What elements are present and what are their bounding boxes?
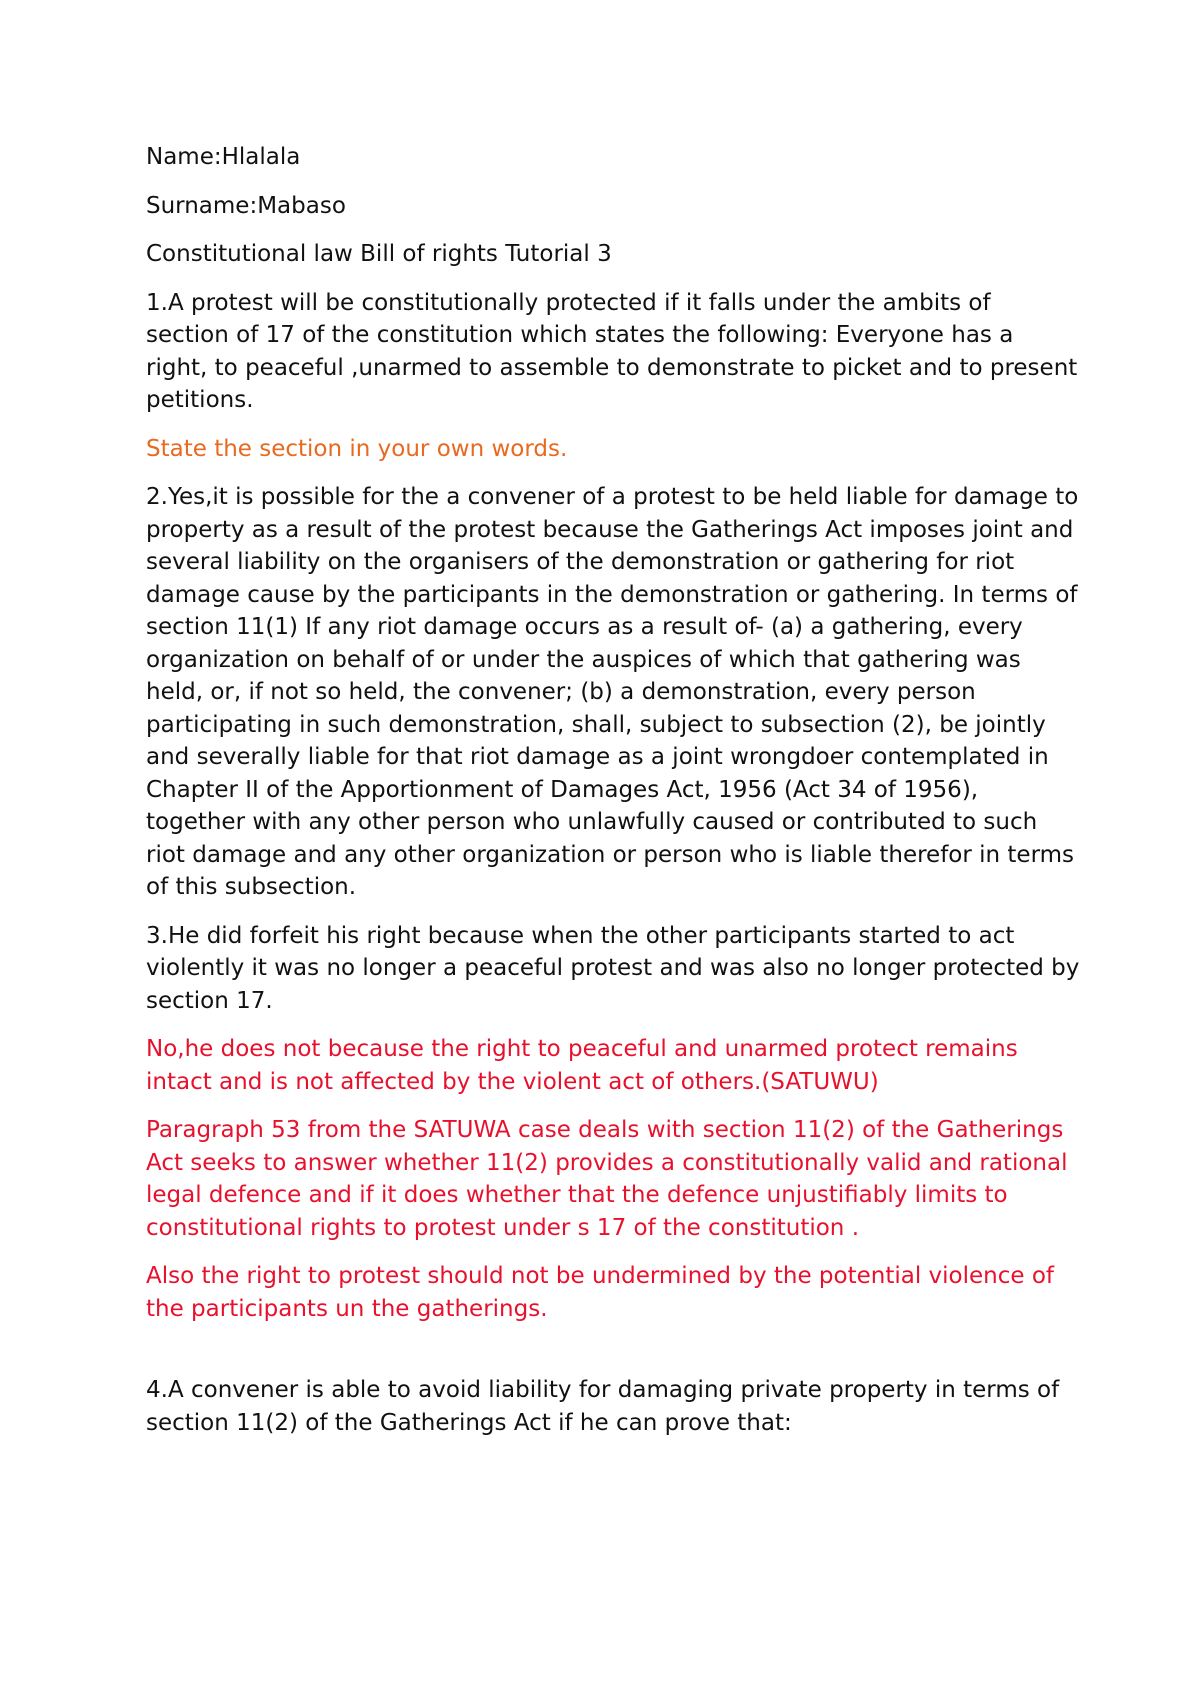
answer-3: 3.He did forfeit his right because when the other participants started to act violently it was no longer a peaceful protest and was also no longer protected by section 17. [146,922,1080,1014]
comment-1: State the section in your own words. [146,435,568,462]
answer-1: 1.A protest will be constitutionally protected if it falls under the ambits of section of 17 of the constitution which states the following: Everyone has a right, to peaceful ,unarmed to assemble to demonstrate to picket and to present petitions. [146,289,1078,413]
answer-2: 2.Yes,it is possible for the a convener of a protest to be held liable for damage to property as a result of the protest because the Gatherings Act imposes joint and several liability on the organisers of the demonstration or gathering for riot damage cause by the participants in the demonstration or gathering. In terms of section 11(1) If any riot damage occurs as a result of- (a) a gathering, every organization on behalf of or under the auspices of which that gathering was held, or, if not so held, the convener; (b) a demonstration, every person participating in such demonstration, shall, subject to subsection (2), be jointly and severally liable for that riot damage as a joint wrongdoer contemplated in Chapter II of the Apportionment of Damages Act, 1956 (Act 34 of 1956), together with any other person who unlawfully caused or contributed to such riot damage and any other organization or person who is liable therefor in terms of this subsection. [146,484,1079,900]
surname-line: Surname:Mabaso [146,192,346,219]
comment-3b: Paragraph 53 from the SATUWA case deals with section 11(2) of the Gatherings Act seeks to answer whether 11(2) provides a constitutionally valid and rational legal defence and if it does whether that the defence unjustifiably limits to constitutional rights to protest under s 17 of the constitution . [146,1117,1068,1241]
comment-3a: No,he does not because the right to peaceful and unarmed protect remains intact and is not affected by the violent act of others.(SATUWU) [146,1036,1018,1095]
comment-3c: Also the right to protest should not be undermined by the potential violence of the participants un the gatherings. [146,1263,1055,1322]
answer-4: 4.A convener is able to avoid liability for damaging private property in terms of section 11(2) of the Gatherings Act if he can prove that: [146,1377,1060,1436]
title-line: Constitutional law Bill of rights Tutorial 3 [146,241,612,267]
blank-line [146,1341,1080,1374]
name-line: Name:Hlalala [146,144,301,170]
